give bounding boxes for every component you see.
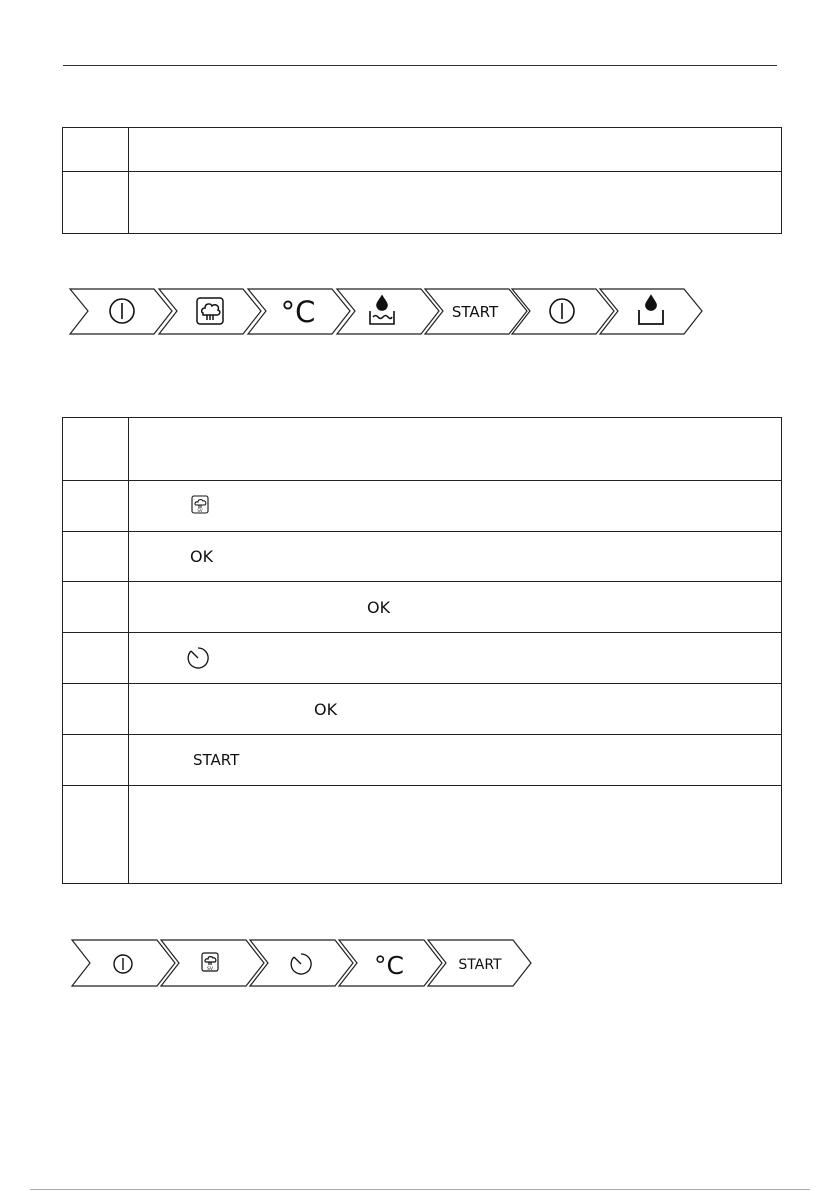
step-number bbox=[63, 128, 129, 172]
step-text bbox=[129, 532, 782, 582]
sequence-step-frame bbox=[337, 289, 439, 334]
start-label: START bbox=[458, 957, 502, 973]
step-number bbox=[63, 786, 129, 884]
table-row bbox=[63, 786, 782, 884]
timer-icon bbox=[186, 646, 210, 670]
quick-guide-sequence-2 bbox=[0, 938, 840, 988]
quick-guide-sequence-1 bbox=[0, 287, 840, 337]
sequence-step-frame bbox=[159, 289, 261, 334]
ok-symbol: OK bbox=[367, 597, 391, 617]
footer-rule bbox=[30, 1189, 810, 1190]
step-number bbox=[63, 532, 129, 582]
step-text bbox=[129, 481, 782, 532]
table-row bbox=[63, 532, 782, 582]
start-label: START bbox=[451, 303, 499, 321]
svg-text:SV: SV bbox=[197, 508, 203, 513]
start-symbol: START bbox=[193, 751, 240, 769]
header-rule bbox=[63, 65, 777, 66]
table-row bbox=[63, 735, 782, 786]
sequence-step-frame bbox=[250, 940, 353, 986]
svg-text:SV: SV bbox=[207, 967, 213, 972]
sequence-step-frame bbox=[70, 289, 172, 334]
step-text bbox=[129, 684, 782, 735]
steps-table-2 bbox=[62, 417, 782, 884]
step-number bbox=[63, 684, 129, 735]
table-row bbox=[63, 481, 782, 532]
step-text bbox=[129, 418, 782, 481]
step-number bbox=[63, 735, 129, 786]
table-row bbox=[63, 128, 782, 172]
step-text bbox=[129, 582, 782, 633]
table-row bbox=[63, 582, 782, 633]
sous-vide-icon bbox=[190, 495, 210, 517]
temperature-icon: °C bbox=[280, 295, 316, 329]
step-text bbox=[129, 735, 782, 786]
step-text bbox=[129, 633, 782, 684]
table-row bbox=[63, 418, 782, 481]
step-text bbox=[129, 128, 782, 172]
ok-symbol: OK bbox=[190, 547, 214, 566]
temperature-icon: °C bbox=[374, 951, 404, 980]
step-number bbox=[63, 633, 129, 684]
step-number bbox=[63, 418, 129, 481]
step-text bbox=[129, 786, 782, 884]
table-row bbox=[63, 633, 782, 684]
sequence-step-frame bbox=[161, 940, 264, 986]
step-text bbox=[129, 172, 782, 234]
ok-symbol: OK bbox=[314, 699, 338, 719]
step-number bbox=[63, 172, 129, 234]
step-number bbox=[63, 481, 129, 532]
table-row bbox=[63, 172, 782, 234]
table-row bbox=[63, 684, 782, 735]
steps-table-1 bbox=[62, 127, 782, 234]
step-number bbox=[63, 582, 129, 633]
